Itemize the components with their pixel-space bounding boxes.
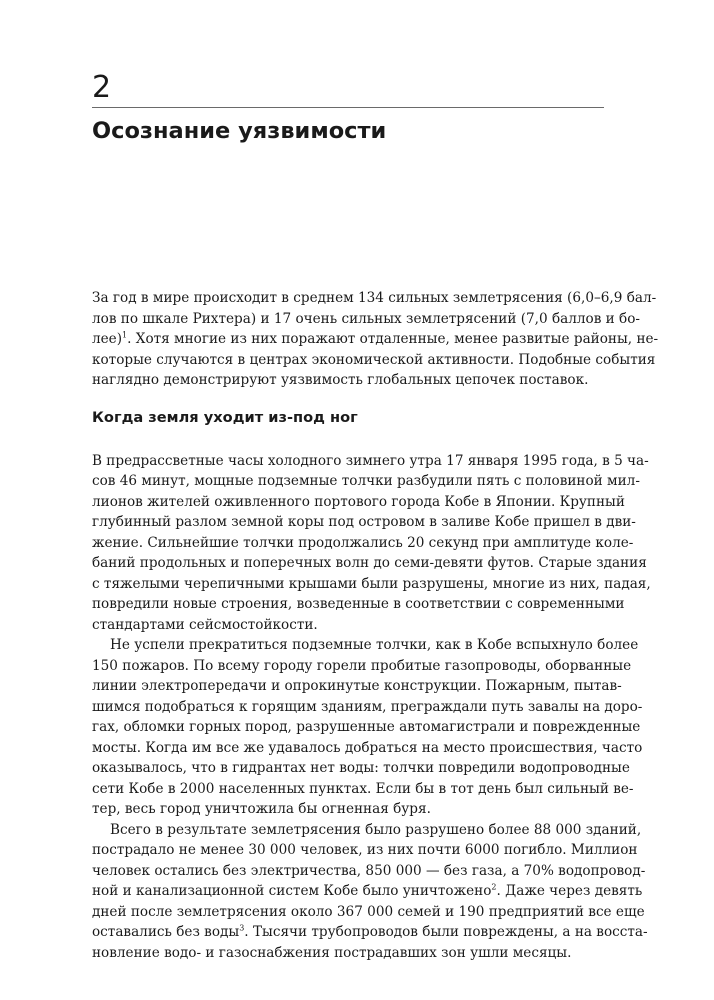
- text-line: дней после землетрясения около 367 000 семей и 190 предприятий все еще: [92, 903, 645, 920]
- text-line: Не успели прекратиться подземные толчки, как в Кобе вспыхнуло более: [110, 637, 639, 653]
- intro-paragraph: [92, 288, 659, 391]
- text-fragment: . Тысячи трубопроводов были повреждены, а на восста-: [244, 924, 648, 940]
- text-fragment: ной и канализационной систем Кобе было уничтожено: [92, 883, 492, 899]
- chapter-title: Осознание уязвимости: [92, 118, 387, 144]
- text-line: жение. Сильнейшие толчки продолжались 20 секунд при амплитуде коле-: [92, 534, 634, 551]
- paragraph-2: [92, 635, 643, 820]
- text-line: стандартами сейсмостойкости.: [92, 616, 318, 633]
- text-line: [92, 881, 643, 902]
- text-fragment: оставались без воды: [92, 924, 240, 940]
- text-line: повредили новые строения, возведенные в соответствии с современными: [92, 596, 625, 612]
- text-line: с тяжелыми черепичными крышами были разрушены, многие из них, падая,: [92, 575, 651, 592]
- text-line: которые случаются в центрах экономической активности. Подобные события: [92, 351, 656, 368]
- text-line: пострадало не менее 30 000 человек, из них почти 6000 погибло. Миллион: [92, 842, 638, 858]
- chapter-divider: [92, 107, 604, 108]
- paragraph-1: [92, 451, 651, 636]
- text-fragment: . Даже через девять: [496, 883, 643, 899]
- section-heading: Когда земля уходит из-под ног: [92, 408, 358, 426]
- chapter-number: 2: [92, 70, 112, 105]
- paragraph-3: [92, 820, 648, 964]
- text-line: 150 пожаров. По всему городу горели пробитые газопроводы, оборванные: [92, 657, 632, 674]
- text-line: шимся подобраться к горящим зданиям, преграждали путь завалы на доро-: [92, 698, 643, 715]
- text-line: линии электропередачи и опрокинутые конструкции. Пожарным, пытав-: [92, 678, 622, 694]
- footnote-ref-2: 2: [491, 882, 497, 892]
- text-line: баний продольных и поперечных волн до семи-девяти футов. Старые здания: [92, 555, 647, 571]
- text-line: За год в мире происходит в среднем 134 сильных землетрясения (6,0–6,9 бал-: [92, 290, 657, 306]
- text-fragment: лее): [92, 331, 123, 347]
- text-line: глубинный разлом земной коры под островом в заливе Кобе пришел в дви-: [92, 514, 636, 530]
- text-line: [92, 329, 659, 350]
- text-line: лионов жителей оживленного портового города Кобе в Японии. Крупный: [92, 493, 625, 510]
- footnote-ref-1: 1: [122, 330, 128, 340]
- text-line: человек остались без электричества, 850 000 — без газа, а 70% водопровод-: [92, 862, 646, 879]
- chapter-body: [92, 288, 659, 963]
- text-fragment: . Хотя многие из них поражают отдаленные, менее развитые районы, не-: [127, 331, 659, 347]
- text-line: оказывалось, что в гидрантах нет воды: толчки повредили водопроводные: [92, 760, 630, 776]
- text-line: мосты. Когда им все же удавалось добраться на место происшествия, часто: [92, 739, 643, 756]
- text-line: лов по шкале Рихтера) и 17 очень сильных землетрясений (7,0 баллов и бо-: [92, 310, 641, 327]
- text-line: сов 46 минут, мощные подземные толчки разбудили пять с половиной мил-: [92, 473, 640, 489]
- text-line: [92, 922, 648, 943]
- book-page: [92, 0, 659, 1000]
- text-line: Всего в результате землетрясения было разрушено более 88 000 зданий,: [110, 821, 642, 838]
- text-line: новление водо- и газоснабжения пострадавших зон ушли месяцы.: [92, 944, 572, 961]
- footnote-ref-3: 3: [239, 923, 245, 933]
- text-line: тер, весь город уничтожила бы огненная буря.: [92, 801, 431, 817]
- text-line: В предрассветные часы холодного зимнего утра 17 января 1995 года, в 5 ча-: [92, 452, 649, 469]
- text-line: сети Кобе в 2000 населенных пунктах. Если бы в тот день был сильный ве-: [92, 780, 634, 797]
- text-line: гах, обломки горных пород, разрушенные автомагистрали и поврежденные: [92, 719, 641, 735]
- text-line: наглядно демонстрируют уязвимость глобальных цепочек поставок.: [92, 372, 589, 388]
